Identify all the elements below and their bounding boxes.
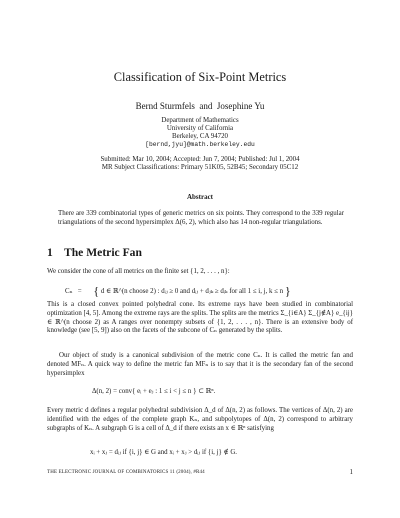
affiliation-department: Department of Mathematics bbox=[161, 117, 239, 124]
page-number: 1 bbox=[349, 469, 353, 476]
publication-dates bbox=[0, 156, 400, 172]
equation-metric-cone bbox=[65, 284, 291, 299]
paragraph-subdivision: Every metric d defines a regular polyhedral subdivision Δ_d of Δ(n, 2) as follows. The vertices of Δ(n, 2) are identified with the edges of the complete graph Kₙ, and subpolytopes of Δ(n, 2) correspond to arbitrary subgraphs of Kₙ. A subgraph G is a cell of Δ_d if there exists an x ∈ ℝⁿ satisfying bbox=[47, 407, 353, 432]
equation-lhs: Cₙ = bbox=[65, 288, 82, 295]
authors: Bernd Sturmfels and Josephine Yu bbox=[135, 101, 265, 111]
paragraph-metric-fan: Our object of study is a canonical subdivision of the metric cone Cₙ. It is called the metric fan and denoted MFₙ. A quick way to define the metric fan MFₙ is to say that it is the secondary fan of the second hypersimplex bbox=[47, 352, 353, 377]
section-title: The Metric Fan bbox=[64, 246, 142, 259]
brace-close: } bbox=[284, 284, 291, 298]
author-email: [bernd,jyu]@math.berkeley.edu bbox=[145, 141, 255, 149]
paragraph-intro: We consider the cone of all metrics on the finite set {1, 2, . . . , n}: bbox=[47, 268, 230, 275]
paper-title: Classification of Six-Point Metrics bbox=[113, 70, 287, 84]
subject-classification: MR Subject Classifications: Primary 51K05, 52B45; Secondary 05C12 bbox=[101, 164, 299, 172]
equation-hypersimplex: Δ(n, 2) = conv{ eᵢ + eⱼ : 1 ≤ i < j ≤ n } ⊂ ℝⁿ. bbox=[92, 388, 216, 395]
affiliation-block bbox=[0, 117, 400, 149]
section-heading bbox=[47, 246, 142, 259]
equation-set: d ∈ ℝ^(n choose 2) : dᵢⱼ ≥ 0 and dᵢⱼ + dⱼₖ ≥ dᵢₖ for all 1 ≤ i, j, k ≤ n bbox=[100, 288, 284, 295]
section-number: 1 bbox=[47, 246, 53, 259]
abstract-text: There are 339 combinatorial types of generic metrics on six points. They correspond to the 339 regular triangulations of the second hypersimplex Δ(6, 2), which also has 14 non-regular triangulations. bbox=[58, 210, 344, 226]
page-footer bbox=[47, 470, 353, 475]
abstract-heading: Abstract bbox=[186, 193, 214, 201]
affiliation-university: University of California bbox=[166, 125, 234, 133]
journal-citation: THE ELECTRONIC JOURNAL OF COMBINATORICS 11 (2004), #R44 bbox=[47, 470, 205, 475]
paragraph-splits: This is a closed convex pointed polyhedral cone. Its extreme rays have been studied in combinatorial optimization [4, 5]. Among the extreme rays are the splits. The splits are the metrics Σ_{i∈A} Σ_{j∉A} e_{ij} ∈ ℝ^(n choose 2) as A ranges over nonempty subsets of {1, 2, . . . , n}. There is an extensive body of knowledge (see [5, 9]) also on the facets of the subcone of Cₙ generated by the splits. bbox=[47, 301, 353, 335]
submission-history: Submitted: Mar 10, 2004; Accepted: Jun 7, 2004; Published: Jul 1, 2004 bbox=[100, 156, 300, 163]
affiliation-city: Berkeley, CA 94720 bbox=[171, 133, 228, 141]
brace-open: { bbox=[93, 284, 100, 298]
equation-cell-condition: xᵢ + xⱼ = dᵢⱼ if {i, j} ∈ G and xᵢ + xⱼ > dᵢⱼ if {i, j} ∉ G. bbox=[90, 449, 238, 456]
